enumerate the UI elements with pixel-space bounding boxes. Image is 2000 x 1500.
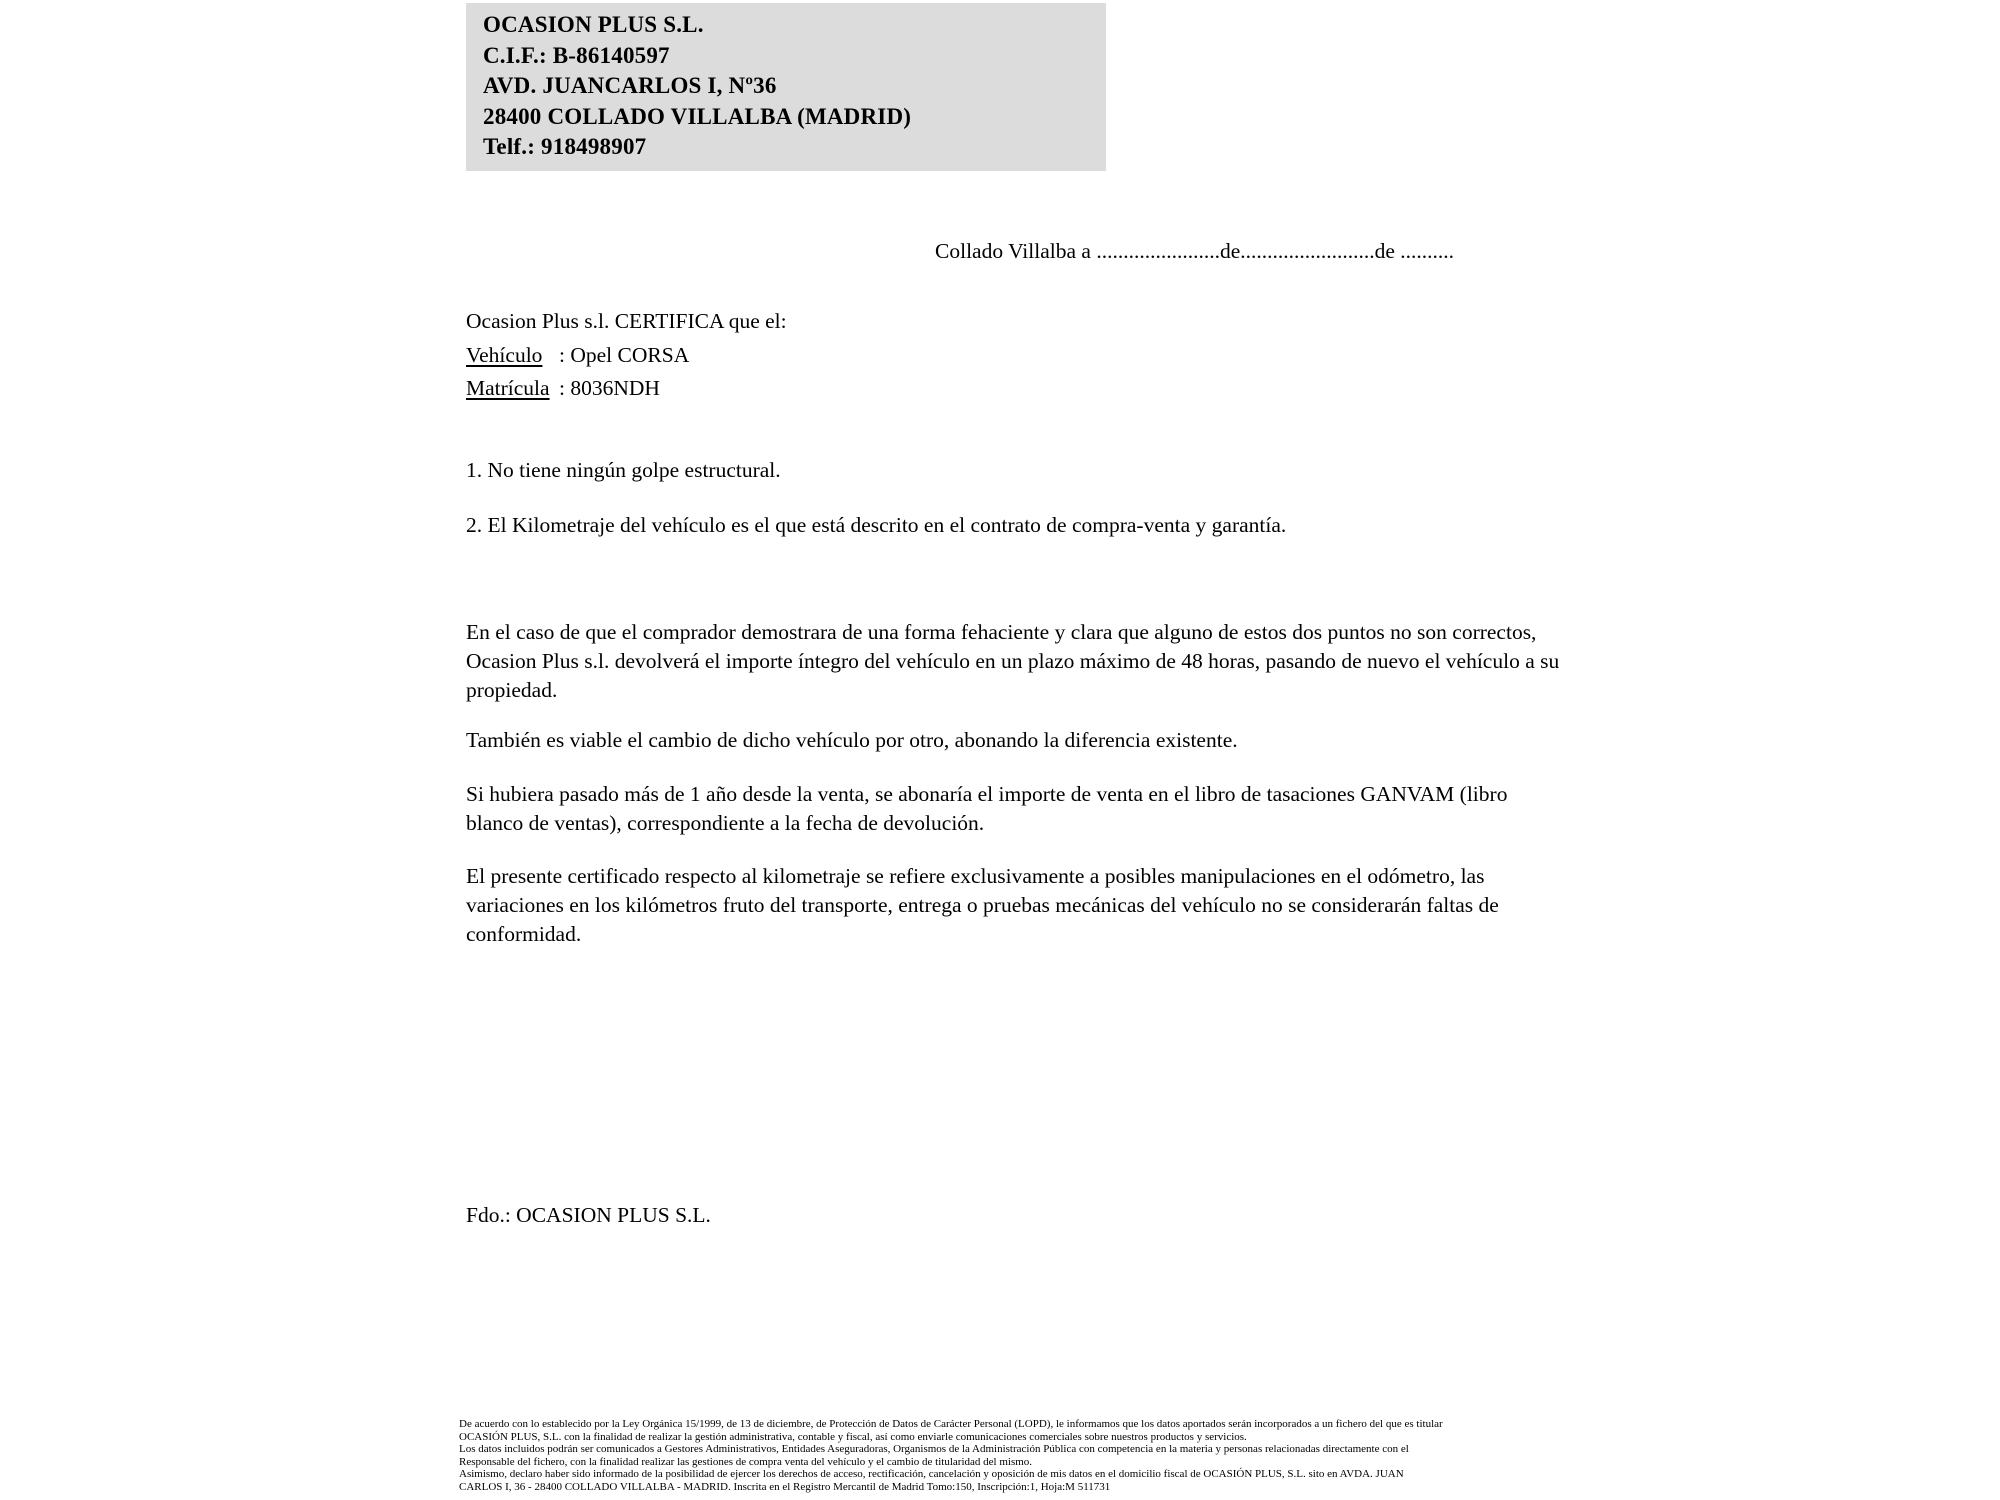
odometer-clause-paragraph: El presente certificado respecto al kilometraje se refiere exclusivamente a posibles manipulaciones en el odómetro, las variaciones en los kilómetros fruto del transporte, entrega o pruebas mecánicas del vehículo no se considerarán faltas de conformidad.	[466, 864, 1499, 946]
plate-field	[466, 372, 787, 406]
company-cif: C.I.F.: B-86140597	[483, 42, 670, 68]
vehicle-field-colon: :	[559, 342, 565, 367]
company-phone: Telf.: 918498907	[483, 134, 647, 160]
plate-field-value: 8036NDH	[570, 376, 660, 400]
plate-field-label: Matrícula	[466, 376, 550, 400]
legal-footer-line: Los datos incluidos podrán ser comunicados a Gestores Administrativos, Entidades Aseguradoras, Organismos de la Administración Pública con competencia en la materia y personas relacionadas directamente con el	[459, 1443, 1409, 1456]
ganvam-clause-paragraph: Si hubiera pasado más de 1 año desde la venta, se abonaría el importe de venta en el libro de tasaciones GANVAM (libro blanco de ventas), correspondiente a la fecha de devolución.	[466, 782, 1508, 835]
date-placeholder-line: Collado Villalba a .......................de.........................de ..........	[935, 239, 1455, 263]
refund-clause-paragraph: En el caso de que el comprador demostrara de una forma fehaciente y clara que alguno de estos dos puntos no son correctos, Ocasion Plus s.l. devolverá el importe íntegro del vehículo en un plazo máximo de 48 horas, pasando de nuevo el vehículo a su propiedad.	[466, 620, 1560, 702]
legal-footer-line: Asimismo, declaro haber sido informado de la posibilidad de ejercer los derechos de acceso, rectificación, cancelación y oposición de mis datos en el domicilio fiscal de OCASIÓN PLUS, S.L. sito en AVDA. JUAN	[459, 1468, 1404, 1481]
plate-field-colon: :	[559, 376, 565, 400]
legal-footer-line: De acuerdo con lo establecido por la Ley Orgánica 15/1999, de 13 de diciembre, de Protección de Datos de Carácter Personal (LOPD), le informamos que los datos aportados serán incorporados a un fichero del que es titular	[459, 1418, 1443, 1430]
legal-footer-line: Responsable del fichero, con la finalidad realizar las gestiones de compra venta del vehículo y el cambio de titularidad del mismo.	[459, 1455, 1033, 1468]
legal-footer	[459, 1418, 1569, 1494]
company-name: OCASION PLUS S.L.	[483, 12, 704, 37]
legal-footer-line: CARLOS I, 36 - 28400 COLLADO VILLALBA - MADRID. Inscrita en el Registro Mercantil de Madrid Tomo:150, Inscripción:1, Hoja:M 511731	[459, 1480, 1111, 1493]
vehicle-field-label: Vehículo	[466, 342, 543, 367]
exchange-clause-paragraph: También es viable el cambio de dicho vehículo por otro, abonando la diferencia existente.	[466, 728, 1238, 752]
certification-block	[466, 305, 787, 406]
signature-line: Fdo.: OCASION PLUS S.L.	[466, 1203, 711, 1227]
vehicle-field-value: Opel CORSA	[570, 342, 690, 367]
vehicle-field	[466, 339, 787, 373]
company-city: 28400 COLLADO VILLALBA (MADRID)	[483, 103, 912, 129]
certified-point-2: 2. El Kilometraje del vehículo es el que está descrito en el contrato de compra-venta y garantía.	[466, 513, 1287, 537]
certification-intro: Ocasion Plus s.l. CERTIFICA que el:	[466, 309, 787, 333]
certified-point-1: 1. No tiene ningún golpe estructural.	[466, 458, 781, 482]
legal-footer-line: OCASIÓN PLUS, S.L. con la finalidad de realizar la gestión administrativa, contable y fiscal, así como enviarle comunicaciones comerciales sobre nuestros productos y servicios.	[459, 1430, 1247, 1443]
company-letterhead-block	[466, 3, 1106, 171]
company-address: AVD. JUANCARLOS I, Nº36	[483, 73, 777, 99]
